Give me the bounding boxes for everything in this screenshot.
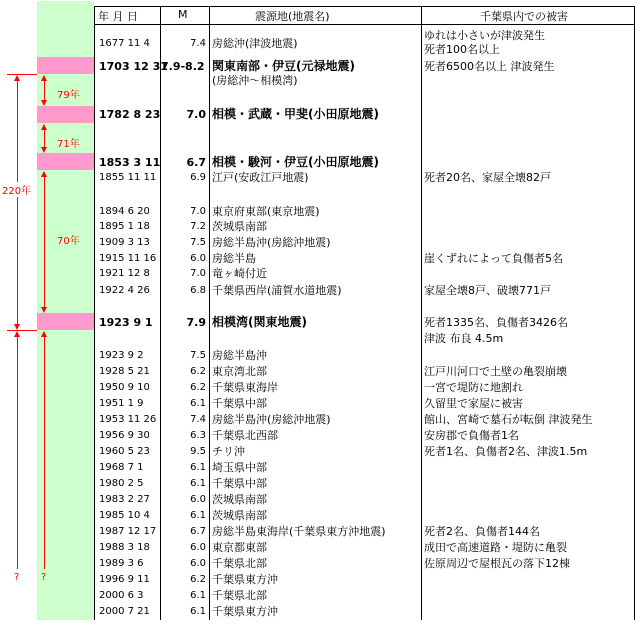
interval-71-line — [44, 130, 45, 147]
row-date: 1983 2 27 — [99, 494, 150, 505]
row-date: 1996 9 11 — [99, 574, 150, 585]
interval-79-label: 79年 — [57, 90, 80, 101]
bracket-top-tick — [7, 74, 37, 75]
row-date: 1951 1 9 — [99, 398, 144, 409]
future-line — [17, 337, 18, 569]
row-magnitude: 6.1 — [190, 478, 206, 489]
row-epicenter: 千葉県東方沖 — [212, 605, 278, 618]
row-date: 1895 1 18 — [99, 221, 150, 232]
row-epicenter: 千葉県北部 — [212, 557, 267, 570]
row-epicenter: 房総半島沖 — [212, 349, 267, 362]
row-damage: 家屋全壊8戸、破壊771戸 — [424, 284, 551, 297]
interval-79-line — [44, 81, 45, 100]
grid-header-bottom — [94, 24, 635, 25]
row-date: 1928 5 21 — [99, 366, 150, 377]
row-magnitude: 6.2 — [190, 366, 206, 377]
row-damage: 成田で高速道路・堤防に亀裂 — [424, 541, 567, 554]
row-date: 2000 6 3 — [99, 590, 144, 601]
row-epicenter: 房総半島東海岸(千葉県東方沖地震) — [212, 525, 386, 538]
row-epicenter: 竜ヶ崎付近 — [212, 267, 267, 280]
row-magnitude: 7.5 — [190, 237, 206, 248]
row-magnitude: 6.1 — [190, 462, 206, 473]
row-epicenter: 房総半島沖(房総沖地震) — [212, 413, 331, 426]
row-magnitude: 7.0 — [186, 108, 206, 121]
row-date: 1989 3 6 — [99, 558, 144, 569]
row-magnitude: 6.0 — [190, 494, 206, 505]
row-magnitude: 7.9-8.2 — [161, 60, 205, 73]
grid-col-place — [209, 6, 210, 620]
row-damage-line2: 津波 布良 4.5m — [424, 332, 504, 345]
band-1923 — [37, 313, 94, 330]
row-epicenter: 相模湾(関東地震) — [212, 315, 307, 329]
row-magnitude: 6.0 — [190, 558, 206, 569]
grid-right — [634, 6, 635, 620]
row-epicenter: 房総沖(津波地震) — [212, 37, 298, 50]
row-magnitude: 6.7 — [190, 526, 206, 537]
row-epicenter: 東京府東部(東京地震) — [212, 205, 320, 218]
interval-220-label: 220年 — [2, 182, 31, 197]
row-damage: 安房郡で負傷者1名 — [424, 429, 519, 442]
row-magnitude: 6.1 — [190, 606, 206, 617]
row-date: 1909 3 13 — [99, 237, 150, 248]
row-date: 1985 10 4 — [99, 510, 150, 521]
row-damage: 死者20名、家屋全壊82戸 — [424, 171, 551, 184]
row-magnitude: 7.4 — [190, 414, 206, 425]
bracket-220-line — [17, 80, 18, 324]
row-epicenter: 房総半島沖(房総沖地震) — [212, 236, 331, 249]
header-epicenter: 震源地(地震名) — [255, 10, 330, 23]
grid-col-m — [160, 6, 161, 620]
row-magnitude: 6.9 — [190, 172, 206, 183]
grid-left — [94, 6, 95, 620]
row-date: 1953 11 26 — [99, 414, 157, 425]
row-date: 1855 11 11 — [99, 172, 157, 183]
row-magnitude: 7.9 — [186, 316, 206, 329]
row-damage: 館山、宮崎で墓石が転倒 津波発生 — [424, 413, 593, 426]
header-date: 年 月 日 — [98, 10, 138, 23]
row-damage: 死者1335名、負傷者3426名 — [424, 316, 568, 329]
row-epicenter: 江戸(安政江戸地震) — [212, 171, 309, 184]
row-magnitude: 6.0 — [190, 253, 206, 264]
row-damage: 久留里で家屋に被害 — [424, 397, 523, 410]
band-1853 — [37, 153, 94, 170]
row-magnitude: 7.4 — [190, 38, 206, 49]
row-magnitude: 6.8 — [190, 285, 206, 296]
row-date: 1677 11 4 — [99, 38, 150, 49]
interval-70-label: 70年 — [57, 232, 80, 247]
row-epicenter: 相模・駿河・伊豆(小田原地震) — [212, 155, 379, 169]
row-date: 1915 11 16 — [99, 253, 157, 264]
row-damage: 崖くずれによって負傷者5名 — [424, 252, 563, 265]
interval-79-arrow-down-icon — [41, 100, 47, 106]
row-date: 1950 9 10 — [99, 382, 150, 393]
band-1703 — [37, 57, 94, 74]
row-date: 1956 9 30 — [99, 430, 150, 441]
header-damage: 千葉県内での被害 — [480, 10, 568, 23]
row-date: 2000 7 21 — [99, 606, 150, 617]
row-date: 1894 6 20 — [99, 206, 150, 217]
future-line-2 — [44, 337, 45, 569]
row-epicenter: 千葉県東方沖 — [212, 573, 278, 586]
interval-71-arrow-down-icon — [41, 147, 47, 153]
row-epicenter: 茨城県南部 — [212, 493, 267, 506]
row-date: 1987 12 17 — [99, 526, 157, 537]
row-magnitude: 6.3 — [190, 430, 206, 441]
row-epicenter: 千葉県北部 — [212, 589, 267, 602]
row-date: 1988 3 18 — [99, 542, 150, 553]
row-epicenter: 千葉県中部 — [212, 397, 267, 410]
interval-70-line — [44, 177, 45, 307]
row-date: 1921 12 8 — [99, 268, 150, 279]
row-epicenter: 千葉県北西部 — [212, 429, 278, 442]
header-magnitude: M — [178, 8, 188, 21]
row-magnitude: 6.1 — [190, 590, 206, 601]
row-epicenter: 房総半島 — [212, 252, 256, 265]
row-epicenter: 千葉県中部 — [212, 477, 267, 490]
row-date: 1782 8 23 — [99, 108, 161, 121]
grid-top — [94, 6, 635, 7]
row-date: 1960 5 23 — [99, 446, 150, 457]
grid-col-damage — [421, 6, 422, 620]
row-date: 1853 3 11 — [99, 156, 161, 169]
row-damage: 一宮で堤防に地割れ — [424, 381, 523, 394]
row-epicenter: 東京湾北部 — [212, 365, 267, 378]
row-damage: 死者1名、負傷者2名、津波1.5m — [424, 445, 588, 458]
row-epicenter: チリ沖 — [212, 445, 245, 458]
row-magnitude: 6.1 — [190, 510, 206, 521]
row-magnitude: 9.5 — [190, 446, 206, 457]
row-date: 1923 9 1 — [99, 316, 153, 329]
row-magnitude: 7.2 — [190, 221, 206, 232]
bracket-220-arrow-down-icon — [14, 324, 20, 330]
row-epicenter: 埼玉県中部 — [212, 461, 267, 474]
row-magnitude: 7.5 — [190, 350, 206, 361]
interval-70-arrow-down-icon — [41, 307, 47, 313]
row-epicenter: 千葉県西岸(浦賀水道地震) — [212, 284, 342, 297]
row-date: 1703 12 31 — [99, 60, 168, 73]
interval-71-label: 71年 — [57, 139, 80, 150]
bracket-bottom-tick — [7, 330, 37, 331]
row-damage: ゆれは小さいが津波発生 — [424, 29, 545, 42]
row-damage: 江戸川河口で土壁の亀裂崩壊 — [424, 365, 567, 378]
row-epicenter: 茨城県南部 — [212, 509, 267, 522]
row-date: 1922 4 26 — [99, 285, 150, 296]
row-magnitude: 7.0 — [190, 268, 206, 279]
row-damage: 佐原周辺で屋根瓦の落下12棟 — [424, 557, 570, 570]
row-magnitude: 6.2 — [190, 574, 206, 585]
row-damage-line2: 死者100名以上 — [424, 43, 500, 56]
row-magnitude: 6.2 — [190, 382, 206, 393]
row-epicenter: 相模・武蔵・甲斐(小田原地震) — [212, 107, 379, 121]
row-damage: 死者6500名以上 津波発生 — [424, 60, 555, 73]
row-magnitude: 7.0 — [190, 206, 206, 217]
row-date: 1980 2 5 — [99, 478, 144, 489]
row-date: 1923 9 2 — [99, 350, 144, 361]
future-unknown-label-1: ? — [14, 572, 20, 583]
row-epicenter-line2: (房総沖〜相模湾) — [212, 74, 298, 87]
row-magnitude: 6.1 — [190, 398, 206, 409]
row-epicenter: 千葉県東海岸 — [212, 381, 278, 394]
row-epicenter: 東京都東部 — [212, 541, 267, 554]
row-epicenter: 茨城県南部 — [212, 220, 267, 233]
row-magnitude: 6.0 — [190, 542, 206, 553]
future-unknown-label-2: ? — [41, 572, 47, 583]
row-magnitude: 6.7 — [186, 156, 206, 169]
row-damage: 死者2名、負傷者144名 — [424, 525, 540, 538]
row-date: 1968 7 1 — [99, 462, 144, 473]
row-epicenter: 関東南部・伊豆(元禄地震) — [212, 59, 355, 73]
band-1782 — [37, 106, 94, 123]
